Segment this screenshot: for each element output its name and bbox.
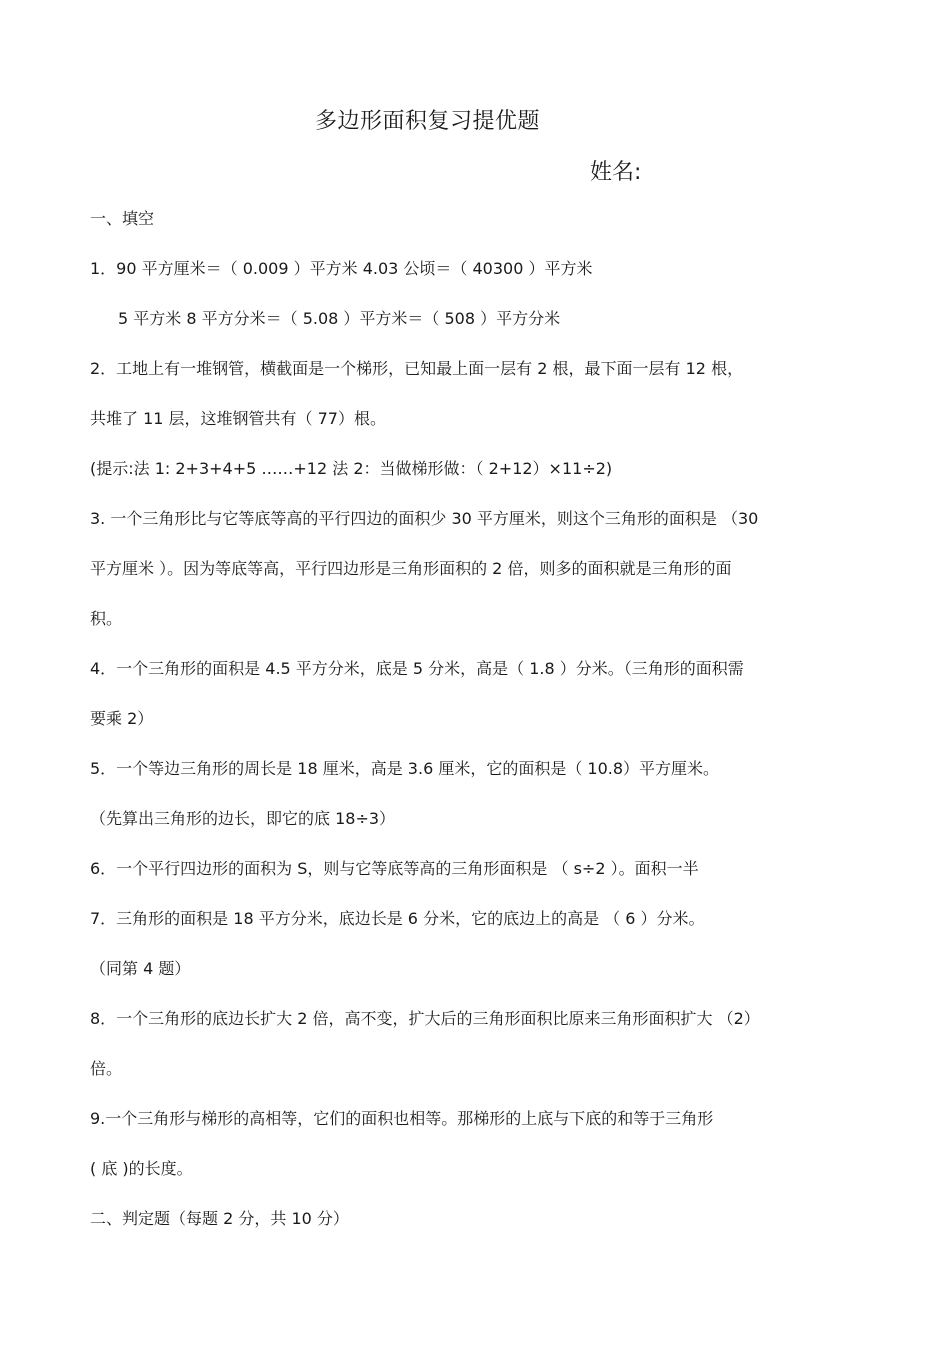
question-4-line-2: 要乘 2）: [90, 709, 154, 728]
section-heading-fill-in: 一、填空: [90, 209, 155, 228]
question-1-line-1: 1．90 平方厘米＝（ 0.009 ）平方米 4.03 公顷＝（ 40300 ）平方米: [90, 259, 593, 278]
question-8-line-1: 8．一个三角形的底边长扩大 2 倍，高不变，扩大后的三角形面积比原来三角形面积扩大 （2）: [90, 1009, 760, 1028]
question-2-hint: (提示:法 1: 2+3+4+5 ……+12 法 2：当做梯形做：（ 2+12）×11÷2): [90, 459, 613, 478]
question-9-line-1: 9.一个三角形与梯形的高相等，它们的面积也相等。那梯形的上底与下底的和等于三角形: [90, 1109, 714, 1128]
student-name-label: 姓名:: [590, 160, 642, 185]
question-3-line-1: 3. 一个三角形比与它等底等高的平行四边的面积少 30 平方厘米，则这个三角形的面积是 （30: [90, 509, 759, 528]
question-8-line-2: 倍。: [90, 1059, 123, 1078]
document-title: 多边形面积复习提优题: [315, 109, 541, 134]
question-7-line-1: 7．三角形的面积是 18 平方分米，底边长是 6 分米，它的底边上的高是 （ 6 ）分米。: [90, 909, 705, 928]
question-3-line-3: 积。: [90, 609, 123, 628]
question-4-line-1: 4．一个三角形的面积是 4.5 平方分米，底是 5 分米，高是（ 1.8 ）分米。（三角形的面积需: [90, 659, 744, 678]
question-2-line-1: 2．工地上有一堆钢管，横截面是一个梯形，已知最上面一层有 2 根，最下面一层有 12 根，: [90, 359, 744, 378]
question-5-hint: （先算出三角形的边长，即它的底 18÷3）: [90, 809, 396, 828]
question-7-hint: （同第 4 题）: [90, 959, 191, 978]
question-9-line-2: ( 底 )的长度。: [90, 1159, 193, 1178]
question-1-line-2: 5 平方米 8 平方分米＝（ 5.08 ）平方米＝（ 508 ）平方分米: [118, 309, 561, 328]
question-5-line-1: 5．一个等边三角形的周长是 18 厘米，高是 3.6 厘米，它的面积是（ 10.8）平方厘米。: [90, 759, 720, 778]
section-heading-true-false: 二、判定题（每题 2 分，共 10 分）: [90, 1209, 349, 1228]
question-6-line-1: 6．一个平行四边形的面积为 S，则与它等底等高的三角形面积是 （ s÷2 ）。面积一半: [90, 859, 699, 878]
question-2-line-2: 共堆了 11 层，这堆钢管共有（ 77）根。: [90, 409, 386, 428]
question-3-line-2: 平方厘米 ）。因为等底等高，平行四边形是三角形面积的 2 倍，则多的面积就是三角形的面: [90, 559, 732, 578]
